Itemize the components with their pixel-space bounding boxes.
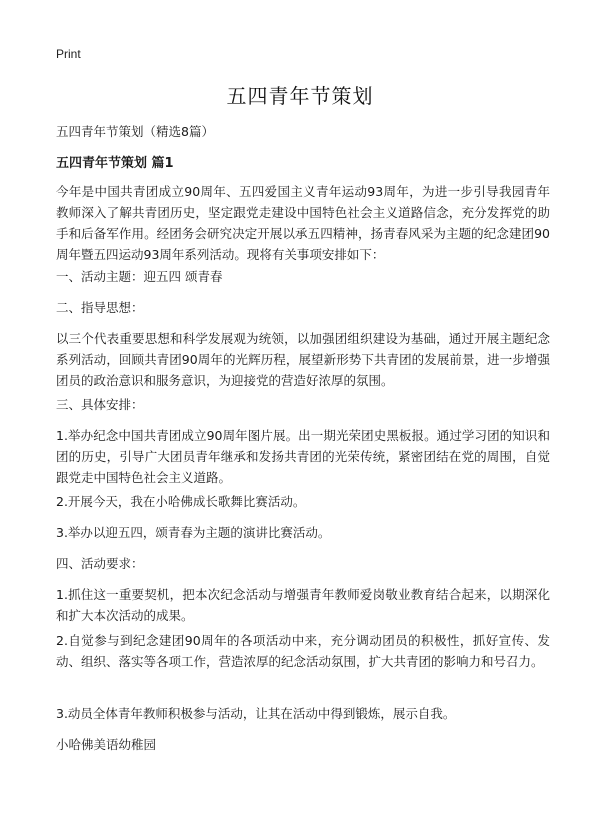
page-title: 五四青年节策划 [226, 84, 374, 108]
requirement-item-1: 1.抓住这一重要契机，把本次纪念活动与增强青年教师爱岗敬业教育结合起来，以期深化和扩大本次活动的成果。 [56, 587, 550, 623]
requirement-item-2: 2.自觉参与到纪念建团90周年的各项活动中来，充分调动团员的积极性，抓好宣传、发动、组织、落实等各项工作，营造浓厚的纪念活动氛围，扩大共青团的影响力和号召力。 [56, 633, 550, 669]
document-subtitle: 五四青年节策划（精选8篇） [56, 124, 214, 139]
arrangement-item-2: 2.开展今天，我在小哈佛成长歌舞比赛活动。 [56, 494, 306, 509]
activity-theme: 一、活动主题：迎五四 颂青春 [56, 269, 223, 284]
arrangement-item-1: 1.举办纪念中国共青团成立90周年图片展。出一期光荣团史黑板报。通过学习团的知识和团的历史，引导广大团员青年继承和发扬共青团的光荣传统，紧密团结在党的周围，自觉跟党走中国特色社会主义道路。 [56, 428, 550, 485]
arrangement-item-3: 3.举办以迎五四，颂青春为主题的演讲比赛活动。 [56, 525, 331, 540]
print-link[interactable]: Print [56, 47, 81, 61]
arrangement-heading: 三、具体安排： [56, 397, 144, 412]
article-heading: 五四青年节策划 篇1 [56, 156, 174, 171]
guiding-paragraph: 以三个代表重要思想和科学发展观为统领，以加强团组织建设为基础，通过开展主题纪念系列活动，回顾共青团90周年的光辉历程，展望新形势下共青团的发展前景，进一步增强团员的政治意识和服务意识，为迎接党的营造好浓厚的氛围。 [56, 331, 550, 388]
requirements-heading: 四、活动要求： [56, 556, 144, 571]
intro-paragraph: 今年是中国共青团成立90周年、五四爱国主义青年运动93周年，为进一步引导我园青年教师深入了解共青团历史，坚定跟党走建设中国特色社会主义道路信念，充分发挥党的助手和后备军作用。经团务会研究决定开展以承五四精神，扬青春风采为主题的纪念建团90周年暨五四运动93周年系列活动。现将有关事项安排如下： [56, 184, 550, 262]
requirement-item-3: 3.动员全体青年教师积极参与活动，让其在活动中得到锻炼，展示自我。 [56, 706, 456, 721]
signature: 小哈佛美语幼稚园 [56, 737, 157, 752]
guiding-heading: 二、指导思想： [56, 300, 144, 315]
